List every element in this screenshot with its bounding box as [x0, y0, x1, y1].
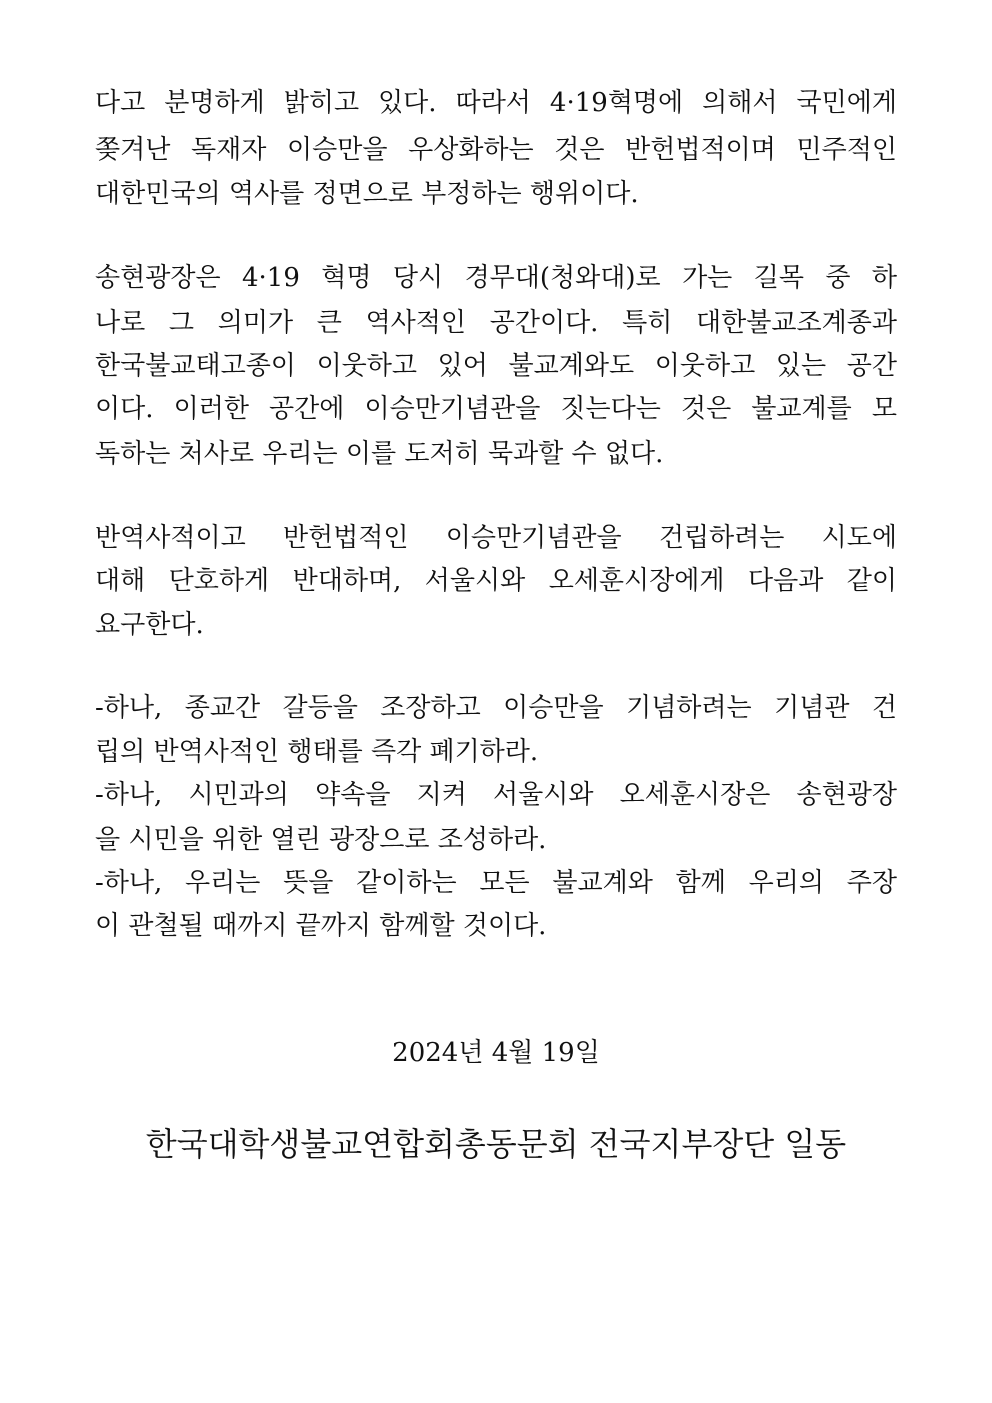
signatory: 한국대학생불교연합회총동문회 전국지부장단 일동: [145, 1125, 847, 1163]
body-text-line: 독하는 처사로 우리는 이를 도저히 묵과할 수 없다.: [95, 439, 664, 469]
body-text-line: 쫒겨난 독재자 이승만을 우상화하는 것은 반헌법적이며 민주적인: [95, 135, 897, 165]
body-text-line: 나로 그 의미가 큰 역사적인 공간이다. 특히 대한불교조계종과: [95, 308, 897, 338]
demand-item-line: -하나, 시민과의 약속을 지켜 서울시와 오세훈시장은 송현광장: [95, 780, 897, 810]
body-text-line: 대한민국의 역사를 정면으로 부정하는 행위이다.: [95, 179, 639, 209]
body-text-line: 대해 단호하게 반대하며, 서울시와 오세훈시장에게 다음과 같이: [95, 566, 897, 596]
body-text-line: 송현광장은 4·19 혁명 당시 경무대(청와대)로 가는 길목 중 하: [95, 263, 897, 293]
document-date: 2024년 4월 19일: [392, 1038, 600, 1068]
body-text-line: 반역사적이고 반헌법적인 이승만기념관을 건립하려는 시도에: [95, 523, 897, 553]
body-text-line: 요구한다.: [95, 610, 204, 640]
demand-item-line: 을 시민을 위한 열린 광장으로 조성하라.: [95, 825, 547, 855]
body-text-line: 다고 분명하게 밝히고 있다. 따라서 4·19혁명에 의해서 국민에게: [95, 88, 897, 118]
demand-item-line: -하나, 우리는 뜻을 같이하는 모든 불교계와 함께 우리의 주장: [95, 868, 897, 898]
demand-item-line: 이 관철될 때까지 끝까지 함께할 것이다.: [95, 911, 547, 941]
body-text-line: 이다. 이러한 공간에 이승만기념관을 짓는다는 것은 불교계를 모: [95, 394, 897, 424]
demand-item-line: -하나, 종교간 갈등을 조장하고 이승만을 기념하려는 기념관 건: [95, 693, 897, 723]
body-text-line: 한국불교태고종이 이웃하고 있어 불교계와도 이웃하고 있는 공간: [95, 351, 897, 381]
demand-item-line: 립의 반역사적인 행태를 즉각 폐기하라.: [95, 737, 539, 767]
